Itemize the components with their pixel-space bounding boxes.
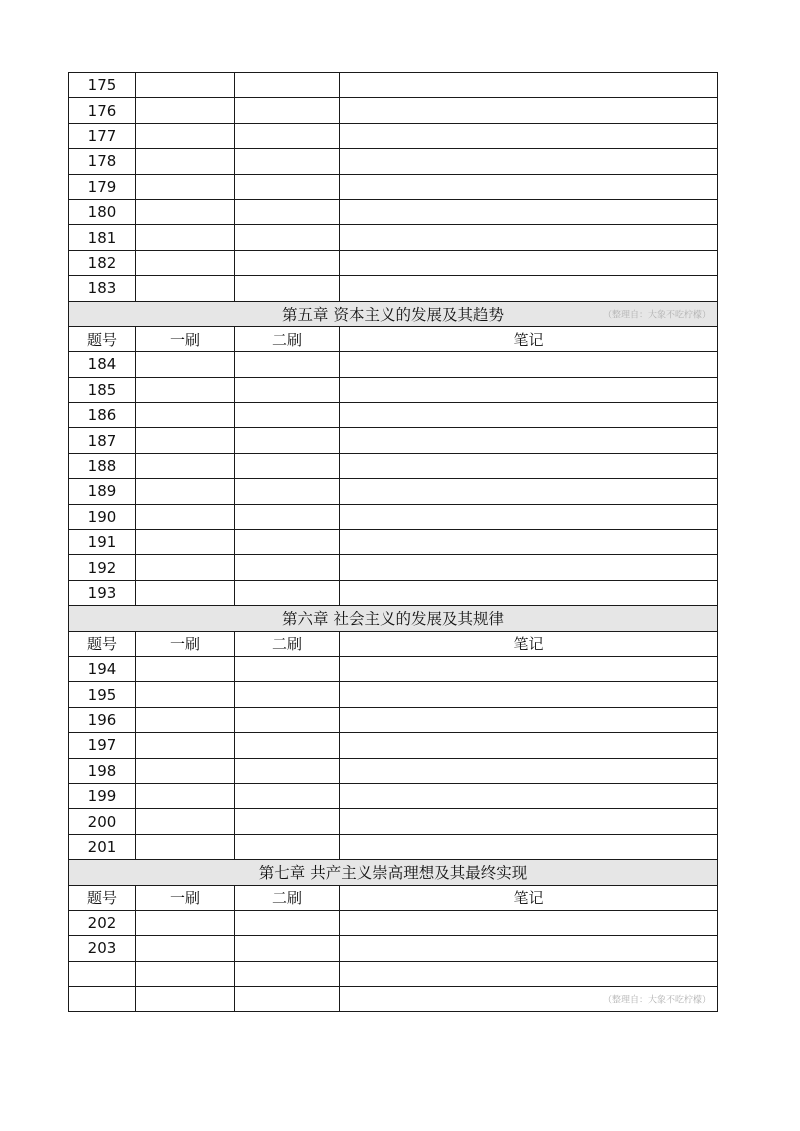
question-number: 193: [69, 580, 136, 605]
notes-cell[interactable]: [340, 453, 718, 478]
notes-cell[interactable]: [340, 961, 718, 986]
table-row: [69, 276, 718, 301]
question-number: 199: [69, 783, 136, 808]
second-pass-cell[interactable]: [235, 987, 340, 1012]
second-pass-cell[interactable]: [235, 98, 340, 123]
second-pass-cell[interactable]: [235, 377, 340, 402]
second-pass-cell[interactable]: [235, 783, 340, 808]
second-pass-cell[interactable]: [235, 73, 340, 98]
question-number: 175: [69, 73, 136, 98]
question-number: 188: [69, 453, 136, 478]
first-pass-cell[interactable]: [136, 479, 235, 504]
second-pass-cell[interactable]: [235, 479, 340, 504]
question-number: 190: [69, 504, 136, 529]
first-pass-cell[interactable]: [136, 555, 235, 580]
notes-cell[interactable]: [340, 250, 718, 275]
second-pass-cell[interactable]: [235, 555, 340, 580]
notes-cell[interactable]: [340, 98, 718, 123]
chapter-title-cell: [69, 860, 718, 885]
column-header-row: [69, 885, 718, 910]
chapter-header-row: [69, 301, 718, 326]
table-row: [69, 174, 718, 199]
col-header-first-pass: 一刷: [136, 631, 235, 656]
question-number: 184: [69, 352, 136, 377]
table-row: [69, 834, 718, 859]
chapter-title: 第五章 资本主义的发展及其趋势: [282, 305, 504, 324]
notes-cell[interactable]: [340, 809, 718, 834]
table-row: [69, 758, 718, 783]
question-number: 182: [69, 250, 136, 275]
second-pass-cell[interactable]: [235, 530, 340, 555]
second-pass-cell[interactable]: [235, 733, 340, 758]
question-number: [69, 961, 136, 986]
table-row: [69, 225, 718, 250]
first-pass-cell[interactable]: [136, 707, 235, 732]
table-row: [69, 250, 718, 275]
first-pass-cell[interactable]: [136, 428, 235, 453]
notes-cell[interactable]: [340, 174, 718, 199]
question-number: 178: [69, 149, 136, 174]
first-pass-cell[interactable]: [136, 809, 235, 834]
column-header-row: [69, 326, 718, 351]
second-pass-cell[interactable]: [235, 199, 340, 224]
first-pass-cell[interactable]: [136, 73, 235, 98]
second-pass-cell[interactable]: [235, 707, 340, 732]
question-number: 187: [69, 428, 136, 453]
watermark-text: （整理自：大象不吃柠檬）: [602, 310, 711, 321]
notes-cell[interactable]: [340, 403, 718, 428]
table-row: [69, 707, 718, 732]
notes-cell[interactable]: [340, 936, 718, 961]
table-row: [69, 504, 718, 529]
col-header-second-pass: 二刷: [235, 631, 340, 656]
question-number: 197: [69, 733, 136, 758]
notes-cell[interactable]: [340, 428, 718, 453]
first-pass-cell[interactable]: [136, 98, 235, 123]
second-pass-cell[interactable]: [235, 225, 340, 250]
first-pass-cell[interactable]: [136, 783, 235, 808]
table-row: [69, 580, 718, 605]
first-pass-cell[interactable]: [136, 682, 235, 707]
question-number: 186: [69, 403, 136, 428]
question-number: 177: [69, 123, 136, 148]
first-pass-cell[interactable]: [136, 352, 235, 377]
first-pass-cell[interactable]: [136, 123, 235, 148]
table-row: [69, 987, 718, 1012]
question-number: 181: [69, 225, 136, 250]
table-row: [69, 555, 718, 580]
first-pass-cell[interactable]: [136, 530, 235, 555]
question-number: 201: [69, 834, 136, 859]
first-pass-cell[interactable]: [136, 961, 235, 986]
second-pass-cell[interactable]: [235, 428, 340, 453]
table-row: [69, 377, 718, 402]
first-pass-cell[interactable]: [136, 504, 235, 529]
first-pass-cell[interactable]: [136, 199, 235, 224]
notes-cell[interactable]: [340, 733, 718, 758]
notes-cell[interactable]: [340, 758, 718, 783]
first-pass-cell[interactable]: [136, 910, 235, 935]
first-pass-cell[interactable]: [136, 149, 235, 174]
table-row: [69, 733, 718, 758]
table-row: [69, 123, 718, 148]
table-row: [69, 149, 718, 174]
table-row: [69, 98, 718, 123]
notes-cell[interactable]: [340, 555, 718, 580]
first-pass-cell[interactable]: [136, 834, 235, 859]
first-pass-cell[interactable]: [136, 656, 235, 681]
notes-cell[interactable]: [340, 225, 718, 250]
first-pass-cell[interactable]: [136, 580, 235, 605]
col-header-notes: 笔记: [340, 631, 718, 656]
table-row: [69, 479, 718, 504]
second-pass-cell[interactable]: [235, 809, 340, 834]
col-header-second-pass: 二刷: [235, 885, 340, 910]
table-row: [69, 352, 718, 377]
first-pass-cell[interactable]: [136, 225, 235, 250]
second-pass-cell[interactable]: [235, 656, 340, 681]
question-number: 192: [69, 555, 136, 580]
question-number: 179: [69, 174, 136, 199]
first-pass-cell[interactable]: [136, 403, 235, 428]
notes-cell[interactable]: [340, 276, 718, 301]
col-header-number: 题号: [69, 631, 136, 656]
first-pass-cell[interactable]: [136, 250, 235, 275]
notes-cell[interactable]: [340, 707, 718, 732]
table-row: [69, 403, 718, 428]
second-pass-cell[interactable]: [235, 936, 340, 961]
first-pass-cell[interactable]: [136, 758, 235, 783]
question-number: [69, 987, 136, 1012]
second-pass-cell[interactable]: [235, 504, 340, 529]
second-pass-cell[interactable]: [235, 682, 340, 707]
chapter-title-cell: [69, 301, 718, 326]
second-pass-cell[interactable]: [235, 910, 340, 935]
table-row: [69, 910, 718, 935]
table-row: [69, 809, 718, 834]
second-pass-cell[interactable]: [235, 758, 340, 783]
col-header-first-pass: 一刷: [136, 326, 235, 351]
question-number: 176: [69, 98, 136, 123]
second-pass-cell[interactable]: [235, 961, 340, 986]
second-pass-cell[interactable]: [235, 276, 340, 301]
table-row: [69, 73, 718, 98]
notes-cell[interactable]: [340, 73, 718, 98]
table-row: [69, 783, 718, 808]
table-row: [69, 682, 718, 707]
chapter-title: 第六章 社会主义的发展及其规律: [282, 610, 504, 629]
second-pass-cell[interactable]: [235, 403, 340, 428]
notes-cell[interactable]: [340, 479, 718, 504]
notes-cell[interactable]: [340, 123, 718, 148]
table-row: [69, 428, 718, 453]
notes-cell[interactable]: [340, 656, 718, 681]
first-pass-cell[interactable]: [136, 733, 235, 758]
question-number: 183: [69, 276, 136, 301]
notes-cell[interactable]: [340, 352, 718, 377]
second-pass-cell[interactable]: [235, 580, 340, 605]
chapter-title-cell: [69, 606, 718, 631]
notes-cell[interactable]: [340, 199, 718, 224]
notes-cell[interactable]: [340, 504, 718, 529]
col-header-notes: 笔记: [340, 326, 718, 351]
question-number: 189: [69, 479, 136, 504]
second-pass-cell[interactable]: [235, 834, 340, 859]
study-log-table: [68, 72, 718, 1012]
question-number: 202: [69, 910, 136, 935]
table-row: [69, 530, 718, 555]
col-header-number: 题号: [69, 326, 136, 351]
question-number: 198: [69, 758, 136, 783]
col-header-number: 题号: [69, 885, 136, 910]
second-pass-cell[interactable]: [235, 250, 340, 275]
col-header-first-pass: 一刷: [136, 885, 235, 910]
question-number: 195: [69, 682, 136, 707]
notes-cell[interactable]: [340, 580, 718, 605]
second-pass-cell[interactable]: [235, 174, 340, 199]
question-number: 203: [69, 936, 136, 961]
notes-cell[interactable]: [340, 910, 718, 935]
second-pass-cell[interactable]: [235, 352, 340, 377]
notes-cell[interactable]: [340, 530, 718, 555]
notes-cell[interactable]: [340, 682, 718, 707]
col-header-second-pass: 二刷: [235, 326, 340, 351]
chapter-header-row: [69, 860, 718, 885]
watermark-text: （整理自：大象不吃柠檬）: [602, 995, 711, 1006]
chapter-title: 第七章 共产主义崇高理想及其最终实现: [258, 864, 528, 883]
table-row: [69, 656, 718, 681]
table-row: [69, 199, 718, 224]
question-number: 196: [69, 707, 136, 732]
second-pass-cell[interactable]: [235, 453, 340, 478]
question-number: 191: [69, 530, 136, 555]
column-header-row: [69, 631, 718, 656]
question-number: 180: [69, 199, 136, 224]
first-pass-cell[interactable]: [136, 936, 235, 961]
question-number: 185: [69, 377, 136, 402]
second-pass-cell[interactable]: [235, 123, 340, 148]
first-pass-cell[interactable]: [136, 987, 235, 1012]
col-header-notes: 笔记: [340, 885, 718, 910]
notes-cell[interactable]: [340, 377, 718, 402]
notes-cell[interactable]: [340, 834, 718, 859]
second-pass-cell[interactable]: [235, 149, 340, 174]
first-pass-cell[interactable]: [136, 453, 235, 478]
question-number: 200: [69, 809, 136, 834]
first-pass-cell[interactable]: [136, 174, 235, 199]
notes-cell[interactable]: [340, 987, 718, 1012]
first-pass-cell[interactable]: [136, 276, 235, 301]
table-row: [69, 936, 718, 961]
notes-cell[interactable]: [340, 783, 718, 808]
chapter-header-row: [69, 606, 718, 631]
first-pass-cell[interactable]: [136, 377, 235, 402]
table-row: [69, 453, 718, 478]
question-number: 194: [69, 656, 136, 681]
table-row: [69, 961, 718, 986]
notes-cell[interactable]: [340, 149, 718, 174]
